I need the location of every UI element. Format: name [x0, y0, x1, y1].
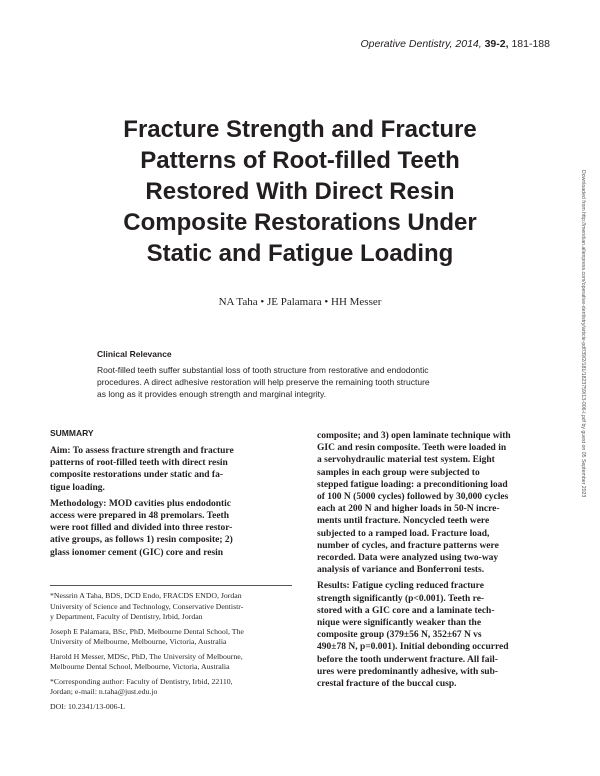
summary-heading: SUMMARY [50, 428, 94, 438]
journal-name: Operative Dentistry, 2014, [360, 38, 482, 50]
note-line: Melbourne Dental School, Melbourne, Victoria, Australia [50, 662, 230, 671]
text-line: composite; and 3) open laminate technique with [317, 431, 511, 441]
title-line: Composite Restorations Under [123, 209, 477, 236]
note-line: *Corresponding author: Faculty of Dentistry, Irbid, 22110, [50, 676, 233, 686]
download-note: Downloaded from http://meridian.allenpress.com/operative-dentistry/article-pdf/39/2/181/1823759/13-006-l.pdf by guest on 05 September 2023 [580, 170, 586, 498]
journal-volume: 39-2, [484, 38, 509, 50]
note-line: Jordan; e-mail: n.taha@just.edu.jo [50, 687, 158, 696]
article-title [40, 114, 560, 269]
text-line: access were prepared in 48 premolars. Teeth [50, 511, 229, 522]
text-line: samples in each group were subjected to [317, 467, 480, 478]
title-line: Static and Fatigue Loading [146, 240, 454, 267]
text-line: tigue loading. [50, 482, 105, 493]
text-line: a servohydraulic material test system. Eight [317, 455, 495, 466]
text-line: stepped fatigue loading: a preconditioning load [317, 479, 508, 490]
author-notes [50, 591, 292, 712]
text-line: crestal fracture of the buccal cusp. [317, 679, 457, 690]
clinical-relevance-heading: Clinical Relevance [97, 349, 172, 359]
text-line: Methodology: MOD cavities plus endodontic [50, 498, 232, 509]
text-line: 490±78 N, p=0.001). Initial debonding occurred [317, 642, 509, 653]
doi: DOI: 10.2341/13-006-L [50, 701, 125, 711]
text-line: patterns of root-filled teeth with direct resin [50, 458, 228, 469]
text-line: composite group (379±56 N, 352±67 N vs [317, 630, 482, 641]
text-line: composite restorations under static and fa- [50, 470, 224, 481]
text-line: analysis of variance and Bonferroni tests. [317, 565, 485, 576]
text-line: as long as it provides enough strength and marginal integrity. [97, 389, 327, 399]
text-line: were root filled and divided into three restor- [50, 523, 233, 534]
journal-pages: 181-188 [511, 38, 550, 50]
note-line: y Department, Faculty of Dentistry, Irbid, Jordan [50, 612, 203, 621]
summary-left-column [50, 445, 292, 559]
footnote-divider [50, 585, 292, 586]
title-line: Patterns of Root-filled Teeth [140, 147, 460, 174]
text-line: procedures. A direct adhesive restoration will help preserve the remaining tooth structure [97, 377, 430, 387]
note-line: *Nessrin A Taha, BDS, DCD Endo, FRACDS ENDO, Jordan [50, 591, 242, 600]
text-line: ments until fracture. Noncycled teeth were [317, 516, 490, 527]
text-line: glass ionomer cement (GIC) core and resin [50, 547, 224, 558]
text-line: ures were predominantly adhesive, with sub- [317, 666, 499, 677]
text-line: ative groups, as follows 1) resin composite; 2) [50, 535, 233, 546]
text-line: Root-filled teeth suffer substantial loss of tooth structure from restorative and endodontic [97, 365, 429, 375]
title-line: Fracture Strength and Fracture [123, 116, 477, 143]
download-watermark [576, 170, 588, 640]
text-line: nique were significantly weaker than the [317, 618, 482, 629]
author-list: NA Taha • JE Palamara • HH Messer [218, 296, 382, 308]
text-line: Results: Fatigue cycling reduced fracture [317, 581, 484, 592]
title-line: Restored With Direct Resin [145, 178, 455, 205]
note-line: Harold H Messer, MDSc, PhD, The University of Melbourne, [50, 651, 243, 661]
text-line: GIC and resin composite. Teeth were loaded in [317, 443, 507, 454]
text-line: strength significantly (p<0.001). Teeth re- [317, 593, 485, 604]
text-line: each at 200 N and higher loads in 50-N incre- [317, 504, 500, 515]
text-line: before the tooth underwent fracture. All fail- [317, 654, 498, 665]
note-line: University of Science and Technology, Conservative Dentistr- [50, 601, 244, 611]
text-line: number of cycles, and fracture patterns were [317, 540, 499, 551]
note-line: University of Melbourne, Melbourne, Victoria, Australia [50, 637, 227, 646]
clinical-relevance-text [97, 364, 517, 400]
text-line: of 100 N (5000 cycles) followed by 30,000 cycles [317, 492, 509, 503]
text-line: stored with a GIC core and a laminate tech- [317, 605, 495, 616]
note-line: Joseph E Palamara, BSc, PhD, Melbourne Dental School, The [50, 626, 244, 636]
text-line: Aim: To assess fracture strength and fracture [50, 446, 234, 456]
journal-citation [360, 38, 550, 50]
summary-right-column [317, 430, 559, 690]
text-line: recorded. Data were analyzed using two-way [317, 553, 499, 564]
text-line: subjected to a ramped load. Fracture load, [317, 528, 490, 539]
